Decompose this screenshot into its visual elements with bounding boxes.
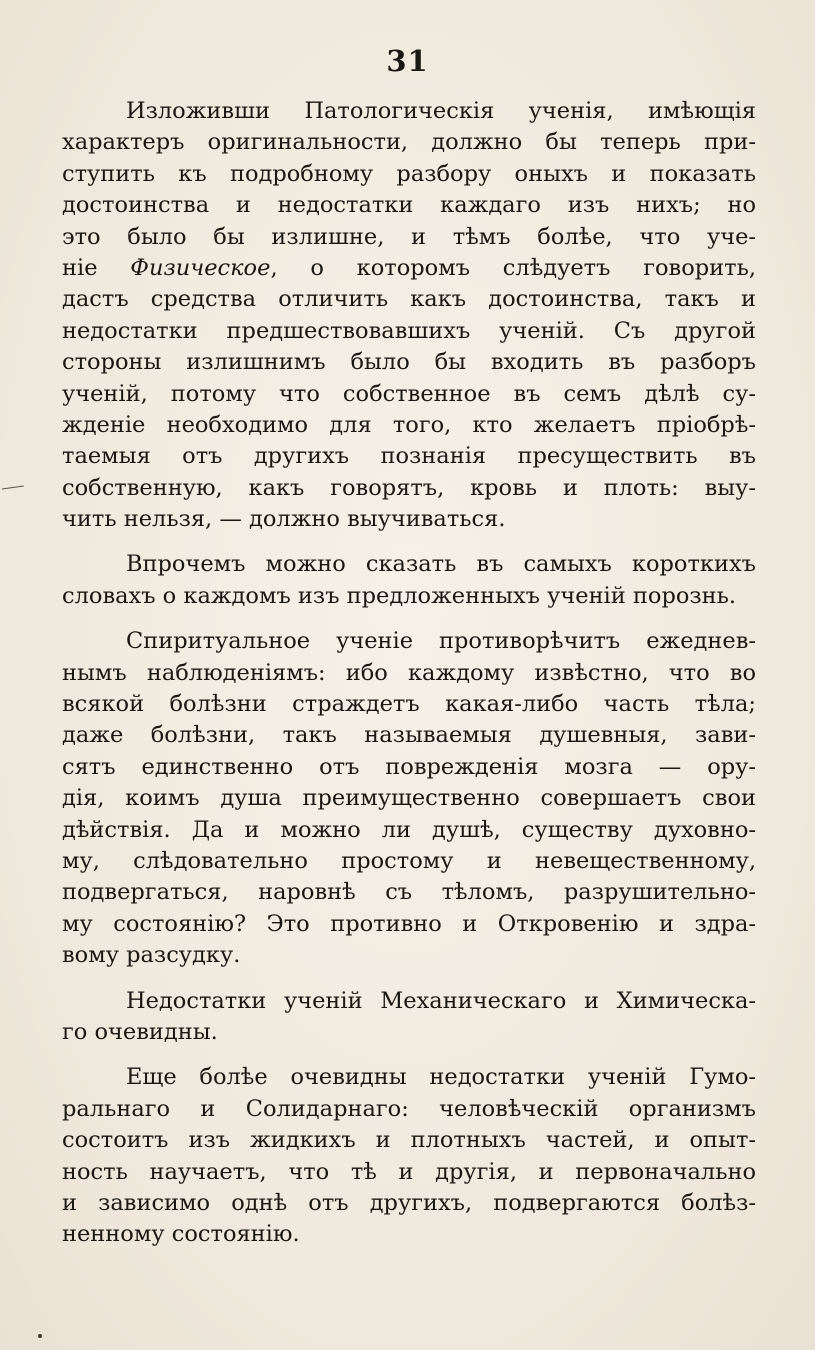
text-line: Изложивши Патологическія ученія, имѣющія bbox=[126, 98, 756, 124]
text-line: таемыя отъ другихъ познанія пресуществить въ bbox=[62, 443, 756, 470]
text-line: Недостатки ученій Механическаго и Химическа- bbox=[126, 987, 756, 1014]
text-line: недостатки предшествовавшихъ ученій. Съ другой bbox=[62, 317, 756, 344]
text-line: Впрочемъ можно сказать въ самыхъ короткихъ bbox=[126, 551, 756, 578]
text-line: вому разсудку. bbox=[62, 942, 241, 969]
text-line: даже болѣзни, такъ называемыя душевныя, зави- bbox=[62, 722, 756, 749]
text-line: дія, коимъ душа преимущественно совершаетъ свои bbox=[62, 785, 756, 812]
text-line: го очевидны. bbox=[62, 1018, 218, 1045]
text-line: му состоянію? Это противно и Откровенію и здра- bbox=[62, 910, 756, 937]
text-line: ральнаго и Солидарнаго: человѣческій организмъ bbox=[62, 1095, 756, 1122]
text-line: ступить къ подробному разбору оныхъ и показать bbox=[62, 160, 756, 187]
text-line: ніе Физическое, о которомъ слѣдуетъ говорить, bbox=[62, 254, 756, 281]
emphasis-text: Физическое bbox=[130, 254, 271, 281]
text-line: стороны излишнимъ было бы входить въ разборъ bbox=[62, 349, 756, 376]
text-line: жденіе необходимо для того, кто желаетъ пріобрѣ- bbox=[62, 411, 756, 438]
margin-pencil-mark bbox=[2, 485, 24, 491]
text-line: достоинства и недостатки каждаго изъ нихъ; но bbox=[62, 192, 756, 219]
text-line: дастъ средства отличить какъ достоинства, такъ и bbox=[62, 286, 756, 313]
text-line: и зависимо однѣ отъ другихъ, подвергаются болѣз- bbox=[62, 1189, 756, 1216]
text-line: нымъ наблюденіямъ: ибо каждому извѣстно, что во bbox=[62, 659, 756, 686]
text-line: му, слѣдовательно простому и невещественному, bbox=[62, 847, 756, 874]
page-number: 31 bbox=[386, 44, 429, 78]
paragraph-2 bbox=[62, 549, 756, 612]
text-line: состоитъ изъ жидкихъ и плотныхъ частей, и опыт- bbox=[62, 1127, 756, 1154]
text-line: сятъ единственно отъ поврежденія мозга — ору- bbox=[62, 753, 756, 780]
paragraph-1 bbox=[62, 96, 756, 535]
body-text bbox=[62, 96, 756, 1265]
text-line: Спиритуальное ученіе противорѣчитъ ежеднев- bbox=[126, 628, 756, 655]
text-line: это было бы излишне, и тѣмъ болѣе, что уче- bbox=[62, 223, 756, 250]
paragraph-3 bbox=[62, 626, 756, 971]
text-line: характеръ оригинальности, должно бы теперь при- bbox=[62, 129, 756, 156]
text-line: подвергаться, наровнѣ съ тѣломъ, разрушительно- bbox=[62, 879, 756, 906]
text-line: чить нельзя, — должно выучиваться. bbox=[62, 506, 506, 533]
text-line: словахъ о каждомъ изъ предложенныхъ ученій порознь. bbox=[62, 582, 737, 609]
text-line: всякой болѣзни страждетъ какая-либо часть тѣла; bbox=[62, 691, 756, 718]
paragraph-4 bbox=[62, 986, 756, 1049]
text-line: ненному состоянію. bbox=[62, 1221, 300, 1248]
text-line: дѣйствія. Да и можно ли душѣ, существу духовно- bbox=[62, 816, 756, 843]
paragraph-5 bbox=[62, 1062, 756, 1250]
text-line: собственную, какъ говорятъ, кровь и плоть: выу- bbox=[62, 474, 756, 501]
text-line: ность научаетъ, что тѣ и другія, и первоначально bbox=[62, 1158, 756, 1185]
text-line: Еще болѣе очевидны недостатки ученій Гумо- bbox=[126, 1064, 756, 1091]
text-line: ученій, потому что собственное въ семъ дѣлѣ су- bbox=[62, 380, 756, 407]
ink-dot bbox=[38, 1334, 42, 1338]
